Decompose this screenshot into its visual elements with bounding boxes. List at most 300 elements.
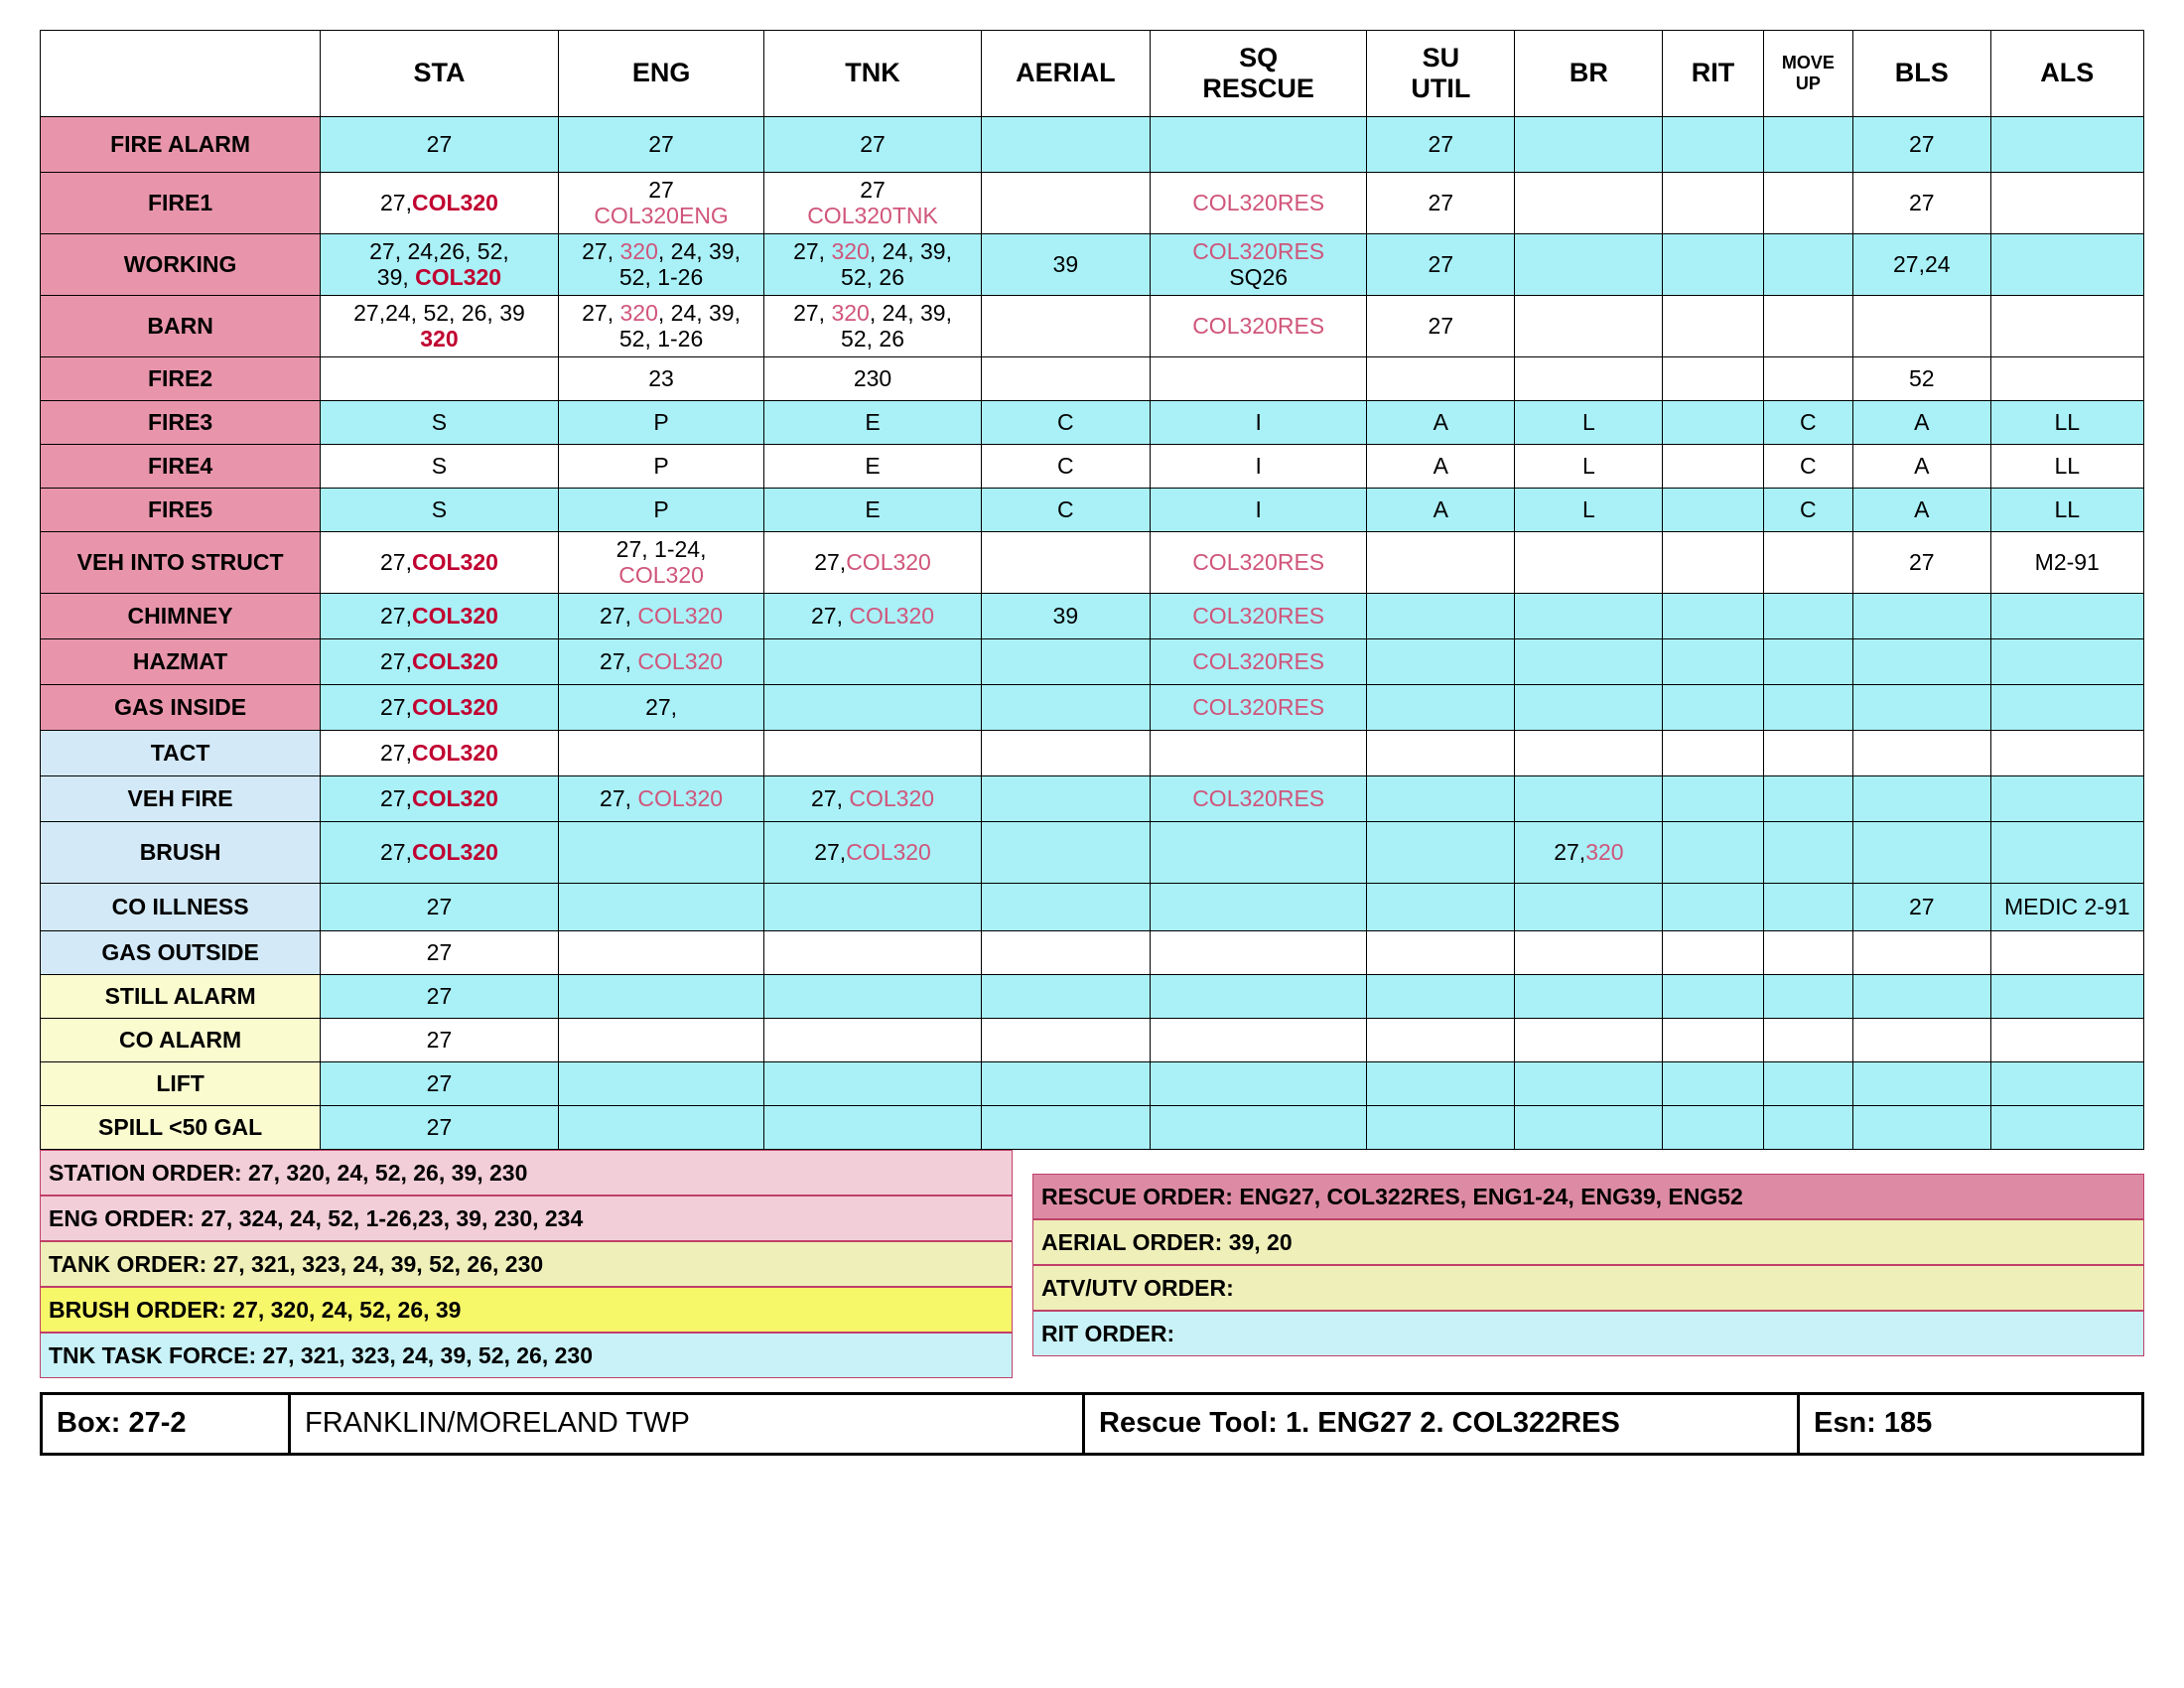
matrix-cell [981,821,1150,883]
cell-text: 27 [426,1027,453,1054]
matrix-cell [1515,1061,1663,1105]
cell-text: COL320 [637,648,724,675]
matrix-cell [981,117,1150,173]
matrix-cell [1763,930,1853,974]
row-label: GAS INSIDE [41,684,321,730]
order-row: RESCUE ORDER: ENG27, COL322RES, ENG1-24, ENG39, ENG52 [1032,1174,2144,1219]
cell-text: COL320 [846,839,931,866]
cell-text: 27, 1-24, [615,535,707,562]
matrix-cell [321,684,559,730]
cell-text: COL320RES [1192,549,1325,576]
cell-text: , 24, 39, [657,237,741,264]
cell-text: S [431,496,448,523]
header-move-up [1763,31,1853,117]
matrix-cell [1763,883,1853,930]
cell-text: 39, [376,264,416,291]
header-sq-rescue-line1: SQ [1239,42,1279,72]
header-su-util-line2: UTIL [1411,73,1471,103]
matrix-cell [1663,684,1763,730]
matrix-cell [1990,117,2143,173]
cell-text: COL320RES [1192,648,1325,675]
matrix-cell [1367,775,1515,821]
cell-text: 27, [582,237,620,264]
matrix-cell [1663,444,1763,488]
matrix-cell [1990,593,2143,638]
matrix-cell [1151,400,1367,444]
cell-text: 27 [648,177,674,203]
header-eng: ENG [558,31,764,117]
matrix-cell [1990,684,2143,730]
cell-text: 27,24, 52, 26, 39 [353,299,525,326]
table-row [41,730,2144,775]
matrix-cell [1763,974,1853,1018]
matrix-cell [1151,1105,1367,1149]
matrix-cell [1515,233,1663,295]
matrix-cell [1990,531,2143,593]
cell-text: COL320 [411,839,498,866]
matrix-cell [981,233,1150,295]
cell-text: COL320 [415,264,502,291]
matrix-cell [981,173,1150,234]
matrix-cell [1990,295,2143,356]
matrix-cell [321,974,559,1018]
matrix-cell [764,531,981,593]
cell-text: C [1800,409,1817,436]
matrix-cell [764,775,981,821]
cell-text: 27 [426,939,453,966]
row-label: HAZMAT [41,638,321,684]
matrix-cell [1853,730,1990,775]
header-sq-rescue-line2: RESCUE [1202,73,1314,103]
matrix-cell [558,233,764,295]
table-body [41,117,2144,1150]
row-label: TACT [41,730,321,775]
table-row [41,684,2144,730]
header-aerial: AERIAL [981,31,1150,117]
cell-text: COL320 [849,603,935,630]
matrix-cell [764,295,981,356]
matrix-cell [1515,173,1663,234]
cell-text: A [1433,453,1449,480]
matrix-cell [1990,821,2143,883]
table-row [41,1105,2144,1149]
matrix-cell [321,1061,559,1105]
order-row: ATV/UTV ORDER: [1032,1265,2144,1311]
matrix-cell [1151,233,1367,295]
row-label: FIRE3 [41,400,321,444]
matrix-cell [1151,974,1367,1018]
matrix-cell [1853,488,1990,531]
matrix-cell [321,531,559,593]
matrix-cell [1151,356,1367,400]
matrix-cell [764,638,981,684]
cell-text: 320 [1585,839,1624,866]
matrix-cell [558,821,764,883]
matrix-cell [321,730,559,775]
matrix-cell [321,638,559,684]
matrix-cell [981,400,1150,444]
matrix-cell [1663,233,1763,295]
cell-text: 320 [619,299,658,326]
cell-text: COL320 [618,562,704,589]
cell-text: 27 [1428,190,1454,216]
matrix-cell [1515,531,1663,593]
table-row [41,531,2144,593]
cell-text: P [653,496,669,523]
matrix-cell [1151,930,1367,974]
header-su-util-line1: SU [1422,42,1460,72]
row-label: CHIMNEY [41,593,321,638]
matrix-cell [558,295,764,356]
matrix-cell [1367,233,1515,295]
order-row: TNK TASK FORCE: 27, 321, 323, 24, 39, 52, 26, 230 [40,1333,1013,1378]
row-label: CO ILLNESS [41,883,321,930]
cell-text: 230 [853,365,892,392]
matrix-cell [1663,488,1763,531]
cell-text: I [1255,496,1262,523]
matrix-cell [558,488,764,531]
matrix-cell [981,295,1150,356]
cell-text: COL320 [411,694,498,721]
table-row [41,400,2144,444]
cell-text: 320 [420,326,459,352]
matrix-cell [1663,730,1763,775]
cell-text: A [1433,409,1449,436]
matrix-cell [1663,1105,1763,1149]
matrix-cell [1663,117,1763,173]
matrix-cell [558,638,764,684]
cell-text: 27, 24,26, 52, [369,237,509,264]
matrix-cell [1515,730,1663,775]
table-row [41,638,2144,684]
matrix-cell [981,531,1150,593]
matrix-cell [558,930,764,974]
matrix-cell [1990,1018,2143,1061]
matrix-cell [1367,295,1515,356]
table-row [41,1061,2144,1105]
cell-text: 27 [860,131,886,158]
cell-text: COL320ENG [594,203,729,229]
cell-text: COL320RES [1192,237,1325,264]
header-bls: BLS [1853,31,1990,117]
row-label: STILL ALARM [41,974,321,1018]
cell-text: COL320 [846,549,931,576]
cell-text: L [1582,496,1595,523]
cell-text: 27, [600,603,638,630]
matrix-cell [981,1018,1150,1061]
matrix-cell [558,1105,764,1149]
cell-text: 27, [380,740,412,767]
header-sta: STA [321,31,559,117]
matrix-cell [1990,173,2143,234]
matrix-cell [558,593,764,638]
matrix-cell [1853,117,1990,173]
matrix-cell [1367,638,1515,684]
cell-text: L [1582,409,1595,436]
matrix-cell [558,974,764,1018]
header-su-util [1367,31,1515,117]
matrix-cell [1663,1061,1763,1105]
cell-text: C [1800,496,1817,523]
cell-text: S [431,409,448,436]
matrix-cell [1763,531,1853,593]
cell-text: 27, [380,839,412,866]
cell-text: 27 [426,894,453,920]
matrix-cell [1853,883,1990,930]
matrix-cell [1853,400,1990,444]
header-move-up-line1: MOVE [1781,53,1835,73]
matrix-cell [1853,821,1990,883]
matrix-cell [1763,593,1853,638]
cell-text: A [1914,496,1930,523]
table-row [41,974,2144,1018]
matrix-cell [1515,117,1663,173]
matrix-cell [558,730,764,775]
matrix-cell [1990,730,2143,775]
matrix-cell [321,356,559,400]
matrix-cell [764,821,981,883]
matrix-cell [1515,444,1663,488]
matrix-cell [558,883,764,930]
cell-text: I [1255,453,1262,480]
matrix-cell [1515,400,1663,444]
cell-text: 27, [380,549,412,576]
matrix-cell [321,233,559,295]
row-label: CO ALARM [41,1018,321,1061]
cell-text: 27 [1428,251,1454,278]
matrix-cell [1663,821,1763,883]
matrix-cell [1763,684,1853,730]
footer-rescue-tool: Rescue Tool: 1. ENG27 2. COL322RES [1085,1395,1800,1453]
cell-text: 27, [811,785,850,812]
matrix-cell [1763,1061,1853,1105]
order-row: BRUSH ORDER: 27, 320, 24, 52, 26, 39 [40,1287,1013,1333]
cell-text: 27 [1909,190,1935,216]
header-sq-rescue [1151,31,1367,117]
matrix-cell [1151,295,1367,356]
matrix-cell [1763,444,1853,488]
table-row [41,488,2144,531]
matrix-cell [1367,400,1515,444]
matrix-cell [321,593,559,638]
cell-text: 52 [1909,365,1935,392]
cell-text: 39 [1052,603,1079,630]
matrix-cell [981,883,1150,930]
cell-text: A [1433,496,1449,523]
cell-text: C [1057,409,1074,436]
table-row [41,173,2144,234]
row-label: BRUSH [41,821,321,883]
cell-text: COL320TNK [807,203,938,229]
cell-text: COL320 [411,648,498,675]
response-matrix-table [40,30,2144,1150]
cell-text: COL320 [637,603,724,630]
matrix-cell [558,531,764,593]
cell-text: 52, 1-26 [618,326,704,352]
table-row [41,775,2144,821]
matrix-cell [764,593,981,638]
matrix-cell [1367,488,1515,531]
matrix-cell [1853,974,1990,1018]
cell-text: 27 [1428,131,1454,158]
matrix-cell [1853,775,1990,821]
table-row [41,593,2144,638]
cell-text: 27, [582,299,620,326]
cell-text: COL320 [849,785,935,812]
cell-text: COL320RES [1192,190,1325,216]
matrix-cell [1763,730,1853,775]
cell-text: 52, 26 [841,264,904,291]
matrix-cell [1763,173,1853,234]
matrix-cell [558,444,764,488]
matrix-cell [1367,730,1515,775]
matrix-cell [1763,821,1853,883]
matrix-cell [1663,531,1763,593]
matrix-cell [1515,930,1663,974]
row-label: FIRE ALARM [41,117,321,173]
matrix-cell [1151,1061,1367,1105]
matrix-cell [981,356,1150,400]
cell-text: COL320 [411,190,498,216]
cell-text: 27 [426,983,453,1010]
matrix-cell [558,356,764,400]
matrix-cell [1151,730,1367,775]
order-list-left [40,1150,1013,1378]
table-row [41,356,2144,400]
table-row [41,1018,2144,1061]
matrix-cell [1367,684,1515,730]
matrix-cell [1853,295,1990,356]
order-row: ENG ORDER: 27, 324, 24, 52, 1-26,23, 39, 230, 234 [40,1196,1013,1241]
cell-text: 320 [831,237,870,264]
order-row: RIT ORDER: [1032,1311,2144,1356]
matrix-cell [1367,117,1515,173]
row-label: LIFT [41,1061,321,1105]
matrix-cell [1367,444,1515,488]
matrix-cell [1763,233,1853,295]
matrix-cell [558,173,764,234]
matrix-cell [1151,684,1367,730]
header-tnk: TNK [764,31,981,117]
cell-text: 27, [380,648,412,675]
row-label: BARN [41,295,321,356]
matrix-cell [1367,173,1515,234]
matrix-cell [981,730,1150,775]
cell-text: 27, [380,785,412,812]
cell-text: 27, [814,839,847,866]
matrix-cell [1990,638,2143,684]
cell-text: , 24, 39, [869,299,952,326]
cell-text: 27, [793,299,832,326]
row-label: VEH INTO STRUCT [41,531,321,593]
matrix-cell [1151,821,1367,883]
cell-text: A [1914,409,1930,436]
matrix-cell [764,117,981,173]
matrix-cell [1663,1018,1763,1061]
cell-text: 27 [860,177,886,203]
matrix-cell [1990,400,2143,444]
matrix-cell [1853,444,1990,488]
row-label: SPILL <50 GAL [41,1105,321,1149]
cell-text: 27, [1554,839,1586,866]
cell-text: 27, [380,694,412,721]
matrix-cell [764,1018,981,1061]
cell-text: 23 [648,365,674,392]
cell-text: I [1255,409,1262,436]
matrix-cell [1763,638,1853,684]
cell-text: COL320 [411,549,498,576]
matrix-cell [981,593,1150,638]
matrix-cell [1853,1061,1990,1105]
matrix-cell [1853,684,1990,730]
matrix-cell [1515,356,1663,400]
matrix-cell [1515,488,1663,531]
cell-text: , 24, 39, [869,237,952,264]
cell-text: 27, [645,694,678,721]
matrix-cell [764,356,981,400]
cell-text: P [653,453,669,480]
order-row: AERIAL ORDER: 39, 20 [1032,1219,2144,1265]
order-spacer [1032,1150,2144,1174]
matrix-cell [981,684,1150,730]
matrix-cell [1151,638,1367,684]
matrix-cell [558,1018,764,1061]
matrix-cell [1151,883,1367,930]
matrix-cell [1515,1018,1663,1061]
cell-text: 27 [426,131,453,158]
matrix-cell [1367,1061,1515,1105]
matrix-cell [1151,173,1367,234]
matrix-cell [1663,295,1763,356]
matrix-cell [1663,173,1763,234]
matrix-cell [981,488,1150,531]
matrix-cell [321,1105,559,1149]
table-row [41,444,2144,488]
matrix-cell [1515,684,1663,730]
matrix-cell [981,775,1150,821]
header-als: ALS [1990,31,2143,117]
cell-text: 27 [426,1114,453,1141]
cell-text: E [865,453,881,480]
footer-esn: Esn: 185 [1814,1407,1933,1440]
matrix-cell [1663,930,1763,974]
cell-text: M2-91 [2034,549,2100,576]
matrix-cell [981,1061,1150,1105]
matrix-cell [1515,883,1663,930]
matrix-cell [1763,356,1853,400]
header-move-up-line2: UP [1795,73,1821,93]
footer-bar [40,1392,2144,1456]
cell-text: COL320 [411,740,498,767]
header-blank [41,31,321,117]
matrix-cell [1990,356,2143,400]
cell-text: 52, 26 [841,326,904,352]
matrix-cell [764,930,981,974]
matrix-cell [1853,1018,1990,1061]
cell-text: 27,24 [1893,251,1951,278]
cell-text: SQ26 [1229,264,1289,291]
matrix-cell [1763,117,1853,173]
cell-text: LL [2054,409,2081,436]
matrix-cell [1151,488,1367,531]
matrix-cell [1990,444,2143,488]
table-row [41,117,2144,173]
cell-text: 52, 1-26 [618,264,704,291]
matrix-cell [1663,883,1763,930]
matrix-cell [1515,638,1663,684]
matrix-cell [1663,593,1763,638]
cell-text: 27, [811,603,850,630]
